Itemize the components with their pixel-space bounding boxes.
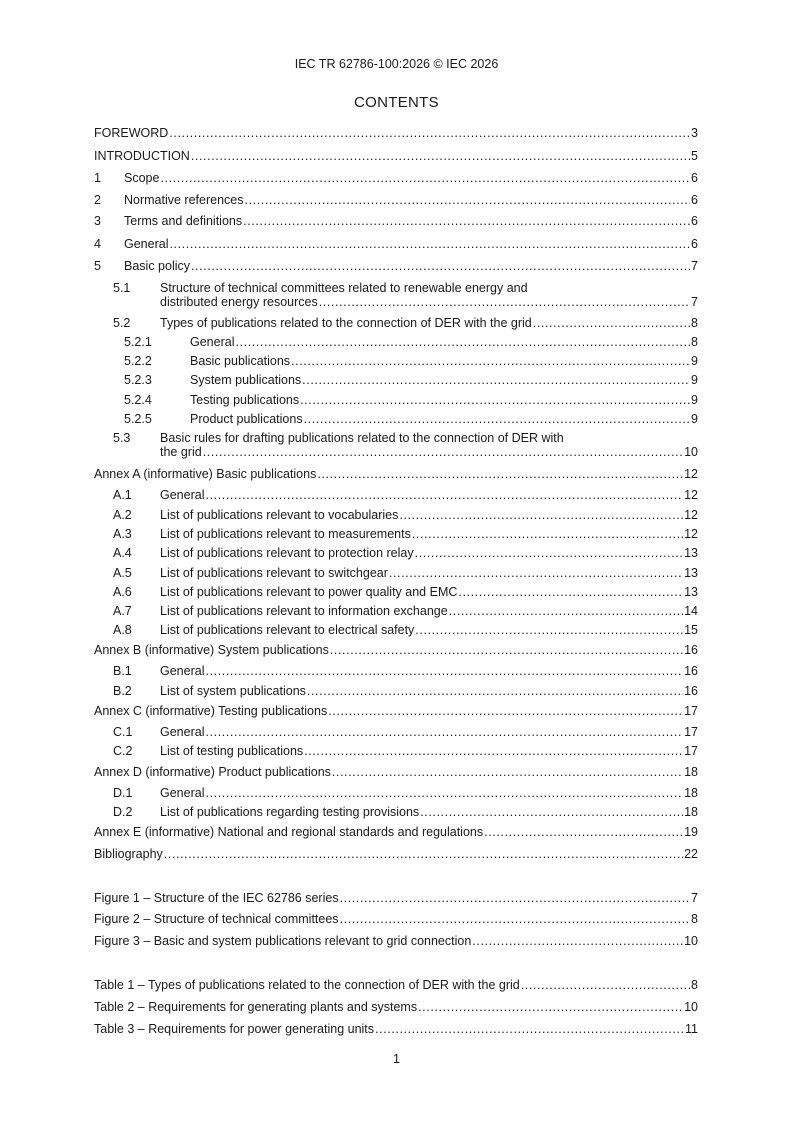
toc-entry-text: Scope <box>124 171 160 185</box>
toc-entry-number: B.1 <box>113 664 132 678</box>
toc-entry-annex-d-2[interactable] <box>94 805 698 819</box>
toc-entry-number: A.7 <box>113 604 132 618</box>
toc-page-number: 13 <box>684 585 698 599</box>
toc-leader <box>340 891 690 905</box>
toc-entry-text: System publications <box>190 373 302 387</box>
toc-entry-annex-a-2[interactable] <box>94 508 698 522</box>
toc-leader <box>484 825 683 839</box>
toc-entry-text: Table 3 – Requirements for power generating units <box>94 1022 375 1036</box>
toc-leader <box>191 259 690 273</box>
toc-entry-annex-d-1[interactable] <box>94 786 698 800</box>
toc-entry-text: Normative references <box>124 193 244 207</box>
toc-leader <box>302 373 690 387</box>
toc-page-number: 16 <box>684 643 698 657</box>
toc-leader <box>330 643 683 657</box>
toc-leader <box>399 508 683 522</box>
toc-page-number: 6 <box>691 171 698 185</box>
toc-leader <box>412 527 683 541</box>
toc-entry-clause-5-3[interactable] <box>94 431 698 459</box>
toc-entry-clause-1[interactable] <box>94 171 698 185</box>
toc-page-number: 16 <box>684 664 698 678</box>
toc-entry-clause-5-2-4[interactable] <box>94 393 698 407</box>
toc-entry-number: A.6 <box>113 585 132 599</box>
toc-page-number: 16 <box>684 684 698 698</box>
toc-leader <box>420 805 683 819</box>
toc-page-number: 17 <box>684 704 698 718</box>
toc-entry-text: Annex A (informative) Basic publications <box>94 467 317 481</box>
toc-entry-number: D.1 <box>113 786 133 800</box>
toc-leader <box>389 566 683 580</box>
toc-entry-text: List of testing publications <box>160 744 304 758</box>
toc-page-number: 10 <box>684 1000 698 1014</box>
toc-entry-clause-4[interactable] <box>94 237 698 251</box>
toc-entry-text: Annex B (informative) System publications <box>94 643 329 657</box>
toc-page-number: 18 <box>684 765 698 779</box>
toc-leader <box>205 725 683 739</box>
toc-entry-number: D.2 <box>113 805 133 819</box>
toc-leader <box>164 847 683 861</box>
toc-entry-text: the grid <box>160 445 202 459</box>
toc-leader <box>191 149 690 163</box>
toc-entry-number: A.2 <box>113 508 132 522</box>
toc-entry-text: Table 1 – Types of publications related to the connection of DER with the grid <box>94 978 520 992</box>
toc-entry-text-line1: Basic rules for drafting publications related to the connection of DER with <box>160 431 564 445</box>
toc-page-number: 12 <box>684 527 698 541</box>
toc-entry-number: 5.2.2 <box>124 354 152 368</box>
toc-entry-number: 5 <box>94 259 101 273</box>
toc-entry-number: 2 <box>94 193 101 207</box>
toc-entry-number: A.8 <box>113 623 132 637</box>
toc-entry-figure-3[interactable] <box>94 934 698 948</box>
toc-entry-text: General <box>190 335 235 349</box>
toc-page-number: 8 <box>691 912 698 926</box>
toc-entry-text: Basic policy <box>124 259 190 273</box>
document-header: IEC TR 62786-100:2026 © IEC 2026 <box>294 57 499 71</box>
toc-entry-annex-a-1[interactable] <box>94 488 698 502</box>
toc-entry-number: 5.2.5 <box>124 412 152 426</box>
toc-leader <box>472 934 683 948</box>
toc-page-number: 6 <box>691 214 698 228</box>
toc-leader <box>169 126 690 140</box>
toc-page-number: 6 <box>691 237 698 251</box>
toc-leader <box>291 354 690 368</box>
toc-entry-text: List of publications regarding testing provisions <box>160 805 420 819</box>
toc-page-number: 12 <box>684 467 698 481</box>
toc-leader <box>203 445 683 459</box>
toc-page-number: 3 <box>691 126 698 140</box>
toc-page-number: 7 <box>691 295 698 309</box>
toc-leader <box>243 214 690 228</box>
toc-page-number: 10 <box>684 934 698 948</box>
toc-entry-text: Types of publications related to the connection of DER with the grid <box>160 316 532 330</box>
toc-entry-text: Terms and definitions <box>124 214 243 228</box>
toc-entry-text: FOREWORD <box>94 126 169 140</box>
toc-leader <box>458 585 683 599</box>
toc-entry-text: List of publications relevant to vocabularies <box>160 508 399 522</box>
toc-entry-number: A.5 <box>113 566 132 580</box>
toc-entry-figure-2[interactable] <box>94 912 698 926</box>
toc-page-number: 12 <box>684 488 698 502</box>
toc-page-number: 8 <box>691 335 698 349</box>
toc-leader <box>415 546 683 560</box>
toc-leader <box>418 1000 683 1014</box>
toc-page-number: 18 <box>684 786 698 800</box>
toc-entry-number: B.2 <box>113 684 132 698</box>
toc-entry-introduction[interactable] <box>94 149 698 163</box>
toc-entry-text: Annex C (informative) Testing publications <box>94 704 328 718</box>
toc-entry-annex-a-6[interactable] <box>94 585 698 599</box>
toc-page-number: 22 <box>684 847 698 861</box>
toc-entry-number: A.4 <box>113 546 132 560</box>
toc-entry-number: 1 <box>94 171 101 185</box>
toc-leader <box>245 193 691 207</box>
toc-entry-text-line1: Structure of technical committees related to renewable energy and <box>160 281 528 295</box>
toc-leader <box>319 295 690 309</box>
toc-entry-text: List of publications relevant to switchgear <box>160 566 388 580</box>
toc-entry-clause-2[interactable] <box>94 193 698 207</box>
toc-leader <box>300 393 690 407</box>
toc-entry-number: A.3 <box>113 527 132 541</box>
page-title: CONTENTS <box>354 94 439 111</box>
toc-leader <box>307 684 683 698</box>
toc-entry-clause-5-2-1[interactable] <box>94 335 698 349</box>
toc-entry-number: 5.2.1 <box>124 335 152 349</box>
toc-entry-table-3[interactable] <box>94 1022 698 1036</box>
toc-entry-text: List of publications relevant to protection relay <box>160 546 414 560</box>
toc-leader <box>304 412 690 426</box>
toc-entry-annex-a-8[interactable] <box>94 623 698 637</box>
toc-page-number: 19 <box>684 825 698 839</box>
toc-entry-number: 3 <box>94 214 101 228</box>
toc-page-number: 9 <box>691 393 698 407</box>
toc-entry-table-1[interactable] <box>94 978 698 992</box>
toc-entry-text: Figure 2 – Structure of technical committees <box>94 912 339 926</box>
toc-entry-clause-5-2-3[interactable] <box>94 373 698 387</box>
toc-leader <box>328 704 683 718</box>
toc-entry-annex-c-1[interactable] <box>94 725 698 739</box>
toc-entry-text: General <box>160 725 205 739</box>
toc-entry-text: Figure 1 – Structure of the IEC 62786 series <box>94 891 339 905</box>
toc-entry-annex-e[interactable] <box>94 825 698 839</box>
toc-entry-text: Figure 3 – Basic and system publications relevant to grid connection <box>94 934 472 948</box>
toc-entry-number: 5.3 <box>113 431 131 445</box>
toc-entry-clause-5-2[interactable] <box>94 316 698 330</box>
toc-entry-text: List of publications relevant to power quality and EMC <box>160 585 458 599</box>
toc-entry-annex-b-1[interactable] <box>94 664 698 678</box>
toc-entry-number: 5.2.4 <box>124 393 152 407</box>
toc-entry-bibliography[interactable] <box>94 847 698 861</box>
toc-entry-clause-3[interactable] <box>94 214 698 228</box>
toc-entry-annex-c[interactable] <box>94 704 698 718</box>
toc-entry-number: 5.1 <box>113 281 131 295</box>
toc-entry-annex-a-7[interactable] <box>94 604 698 618</box>
toc-leader <box>340 912 690 926</box>
toc-entry-text: Testing publications <box>190 393 300 407</box>
toc-entry-annex-a-3[interactable] <box>94 527 698 541</box>
toc-entry-annex-a-4[interactable] <box>94 546 698 560</box>
toc-entry-text: Table 2 – Requirements for generating plants and systems <box>94 1000 418 1014</box>
page-number: 1 <box>393 1052 400 1066</box>
toc-entry-number: C.1 <box>113 725 133 739</box>
toc-leader <box>449 604 683 618</box>
toc-entry-clause-5-1[interactable] <box>94 281 698 309</box>
toc-entry-annex-c-2[interactable] <box>94 744 698 758</box>
toc-entry-number: 4 <box>94 237 101 251</box>
toc-leader <box>169 237 690 251</box>
toc-page-number: 10 <box>684 445 698 459</box>
toc-page-number: 17 <box>684 744 698 758</box>
toc-leader <box>521 978 690 992</box>
toc-entry-annex-a[interactable] <box>94 467 698 481</box>
toc-entry-foreword[interactable] <box>94 126 698 140</box>
toc-leader <box>160 171 690 185</box>
toc-entry-clause-5-2-2[interactable] <box>94 354 698 368</box>
toc-page-number: 7 <box>691 259 698 273</box>
toc-entry-clause-5-2-5[interactable] <box>94 412 698 426</box>
toc-entry-annex-b-2[interactable] <box>94 684 698 698</box>
toc-page-number: 14 <box>684 604 698 618</box>
toc-page-number: 8 <box>691 978 698 992</box>
toc-entry-number: 5.2.3 <box>124 373 152 387</box>
toc-page-number: 11 <box>685 1022 698 1036</box>
toc-page-number: 12 <box>684 508 698 522</box>
toc-leader <box>205 786 683 800</box>
toc-entry-text: General <box>160 664 205 678</box>
toc-page-number: 17 <box>684 725 698 739</box>
toc-entry-text: INTRODUCTION <box>94 149 190 163</box>
toc-entry-number: 5.2 <box>113 316 131 330</box>
toc-leader <box>415 623 683 637</box>
toc-page-number: 13 <box>684 566 698 580</box>
toc-leader <box>205 664 683 678</box>
toc-leader <box>533 316 690 330</box>
toc-entry-figure-1[interactable] <box>94 891 698 905</box>
toc-leader <box>235 335 690 349</box>
toc-page-number: 7 <box>691 891 698 905</box>
toc-entry-text: General <box>160 488 205 502</box>
toc-entry-text: Annex E (informative) National and regional standards and regulations <box>94 825 484 839</box>
toc-entry-text: Product publications <box>190 412 303 426</box>
toc-entry-annex-b[interactable] <box>94 643 698 657</box>
toc-page-number: 8 <box>691 316 698 330</box>
toc-entry-clause-5[interactable] <box>94 259 698 273</box>
toc-page-number: 15 <box>684 623 698 637</box>
toc-entry-number: C.2 <box>113 744 133 758</box>
toc-leader <box>317 467 683 481</box>
toc-entry-table-2[interactable] <box>94 1000 698 1014</box>
toc-entry-text: List of publications relevant to information exchange <box>160 604 448 618</box>
toc-entry-number: A.1 <box>113 488 132 502</box>
toc-entry-text: Basic publications <box>190 354 291 368</box>
toc-entry-annex-a-5[interactable] <box>94 566 698 580</box>
toc-leader <box>205 488 683 502</box>
toc-leader <box>375 1022 684 1036</box>
toc-entry-text: Bibliography <box>94 847 163 861</box>
toc-entry-text: General <box>160 786 205 800</box>
toc-leader <box>332 765 683 779</box>
toc-entry-text: List of publications relevant to measurements <box>160 527 411 541</box>
toc-entry-text: List of publications relevant to electrical safety <box>160 623 415 637</box>
toc-page-number: 13 <box>684 546 698 560</box>
toc-page-number: 9 <box>691 373 698 387</box>
toc-entry-annex-d[interactable] <box>94 765 698 779</box>
toc-entry-text: distributed energy resources <box>160 295 318 309</box>
toc-entry-text: General <box>124 237 169 251</box>
toc-entry-text: Annex D (informative) Product publications <box>94 765 331 779</box>
toc-leader <box>304 744 683 758</box>
toc-entry-text: List of system publications <box>160 684 306 698</box>
toc-page-number: 18 <box>684 805 698 819</box>
toc-page-number: 6 <box>691 193 698 207</box>
toc-page-number: 9 <box>691 412 698 426</box>
toc-page-number: 9 <box>691 354 698 368</box>
toc-page-number: 5 <box>691 149 698 163</box>
